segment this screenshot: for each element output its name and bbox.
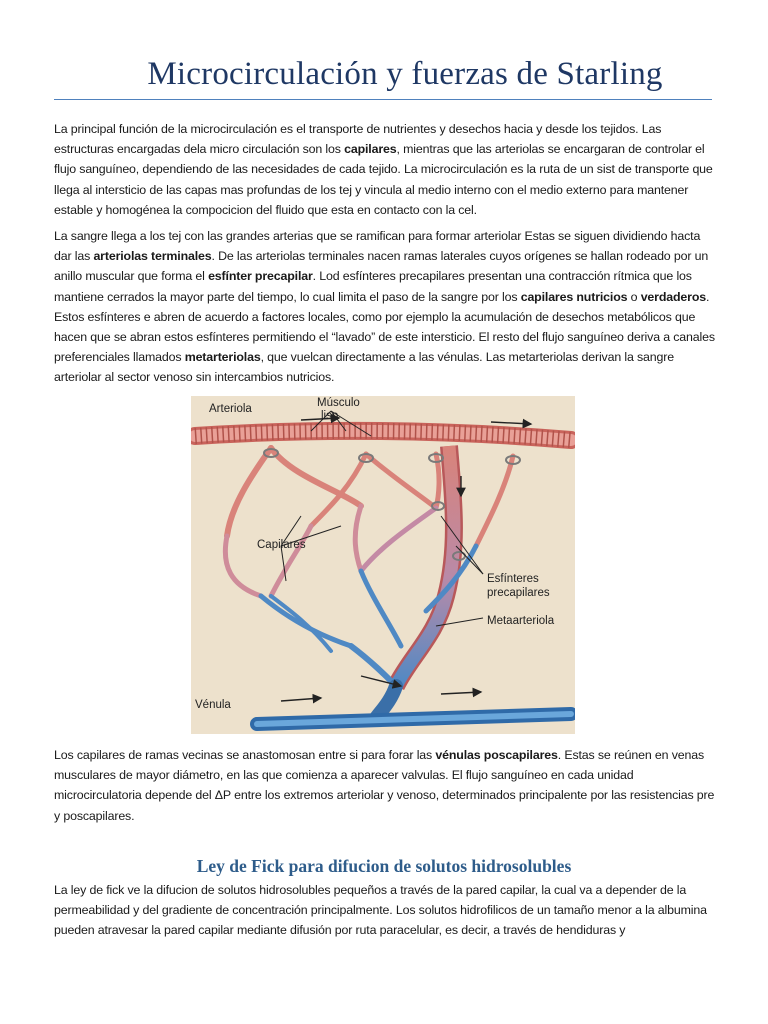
paragraph-fick xyxy=(54,880,716,941)
paragraph-intro xyxy=(54,119,716,220)
bold-term: capilares xyxy=(344,142,397,157)
bold-term: vénulas poscapilares xyxy=(435,748,558,762)
label-liso: liso xyxy=(321,410,339,422)
bold-term: verdaderos xyxy=(640,289,706,304)
bold-term: arteriolas terminales xyxy=(93,249,212,264)
label-precapilares: precapilares xyxy=(487,587,550,599)
label-musculo: Músculo xyxy=(317,397,360,409)
label-arteriola: Arteriola xyxy=(209,403,252,415)
microcirculation-diagram xyxy=(191,396,575,734)
text-run: . Lod esfínteres precapilares presentan una contracción rítmica que los mantiene cerrados la mayor parte del tiempo, lo cual limita el paso de la sangre por los xyxy=(54,269,692,304)
text-run: . Estos esfínteres e abren de acuerdo a factores locales, como por ejemplo la acumulación de desechos metabólicos que hacen que se abran estos esfínteres permitiendo el “lavado” de este intersticio. El resto del flujo sanguíneo deriva a canales preferenciales llamados xyxy=(54,289,715,365)
microcirculation-figure xyxy=(191,396,575,734)
label-capilares: Capilares xyxy=(257,539,306,551)
paragraph-venulas xyxy=(54,745,716,826)
section-heading-fick: Ley de Fick para difucion de solutos hidrosolubles xyxy=(196,856,572,876)
text-run: La principal función de la microcirculación es el transporte de nutrientes y desechos hacia y desde los tejidos. Las estructuras encargadas dela micro circulación son los xyxy=(54,122,662,157)
bold-term: capilares nutricios xyxy=(520,289,628,304)
label-venula: Vénula xyxy=(195,699,231,711)
capillary-network-arterial xyxy=(225,448,513,596)
bold-term: metarteriolas xyxy=(184,350,261,365)
text-run: Los capilares de ramas vecinas se anastomosan entre si para forar las xyxy=(54,748,436,762)
arteriola-vessel xyxy=(195,431,571,440)
text-run: La ley de fick ve la difucion de solutos hidrosolubles pequeños a través de la pared capilar, la cual va a depender de la permeabilidad y del gradiente de concentración principalmente. Los solutos hidrofilicos de un tamaño menor a la albumina pueden atravesar la pared capilar mediante difusión por ruta paracelular, es decir, a través de hendiduras y xyxy=(54,883,707,938)
page-title: Microcirculación y fuerzas de Starling xyxy=(147,56,663,92)
text-run: , que vuelcan directamente a las vénulas. Las metarteriolas derivan la sangre arteriolar al sector venoso sin intercambios nutricios. xyxy=(54,350,674,385)
text-run: . De las arteriolas terminales nacen ramas laterales cuyos orígenes se hallan rodeado por un anillo muscular que forma el xyxy=(54,249,709,284)
bold-term: esfínter precapilar xyxy=(208,269,313,284)
label-metaarteriola: Metaarteriola xyxy=(487,615,555,627)
label-esfinteres: Esfínteres xyxy=(487,573,539,585)
text-run: La sangre llega a los tej con las grandes arterias que se ramifican para formar arteriolar Estas se siguen dividiendo hacta dar las xyxy=(54,229,701,264)
paragraph-arteriolas xyxy=(54,226,716,388)
title-underline xyxy=(54,99,712,100)
text-run: . Estas se reúnen en venas musculares de mayor diámetro, en las que comienza a aparecer valvulas. El flujo sanguíneo en cada unidad microcirculatoria depende del ΔP entre los extremos arteriolar y venoso, determinados principalente por las resistencias pre y poscapilares. xyxy=(54,748,715,823)
text-run: , mientras que las arteriolas se encargaran de controlar el flujo sanguíneo, dependiendo de las necesidades de cada tejido. La microcirculación es la ruta de un sist de transporte que llega al intersticio de las capas mas profundas de los tej y vincula al medio interno con el medio externo para mantener estable y homogénea la compocicion del fluido que esta en contacto con la cel. xyxy=(54,142,713,217)
text-run: o xyxy=(627,289,641,304)
